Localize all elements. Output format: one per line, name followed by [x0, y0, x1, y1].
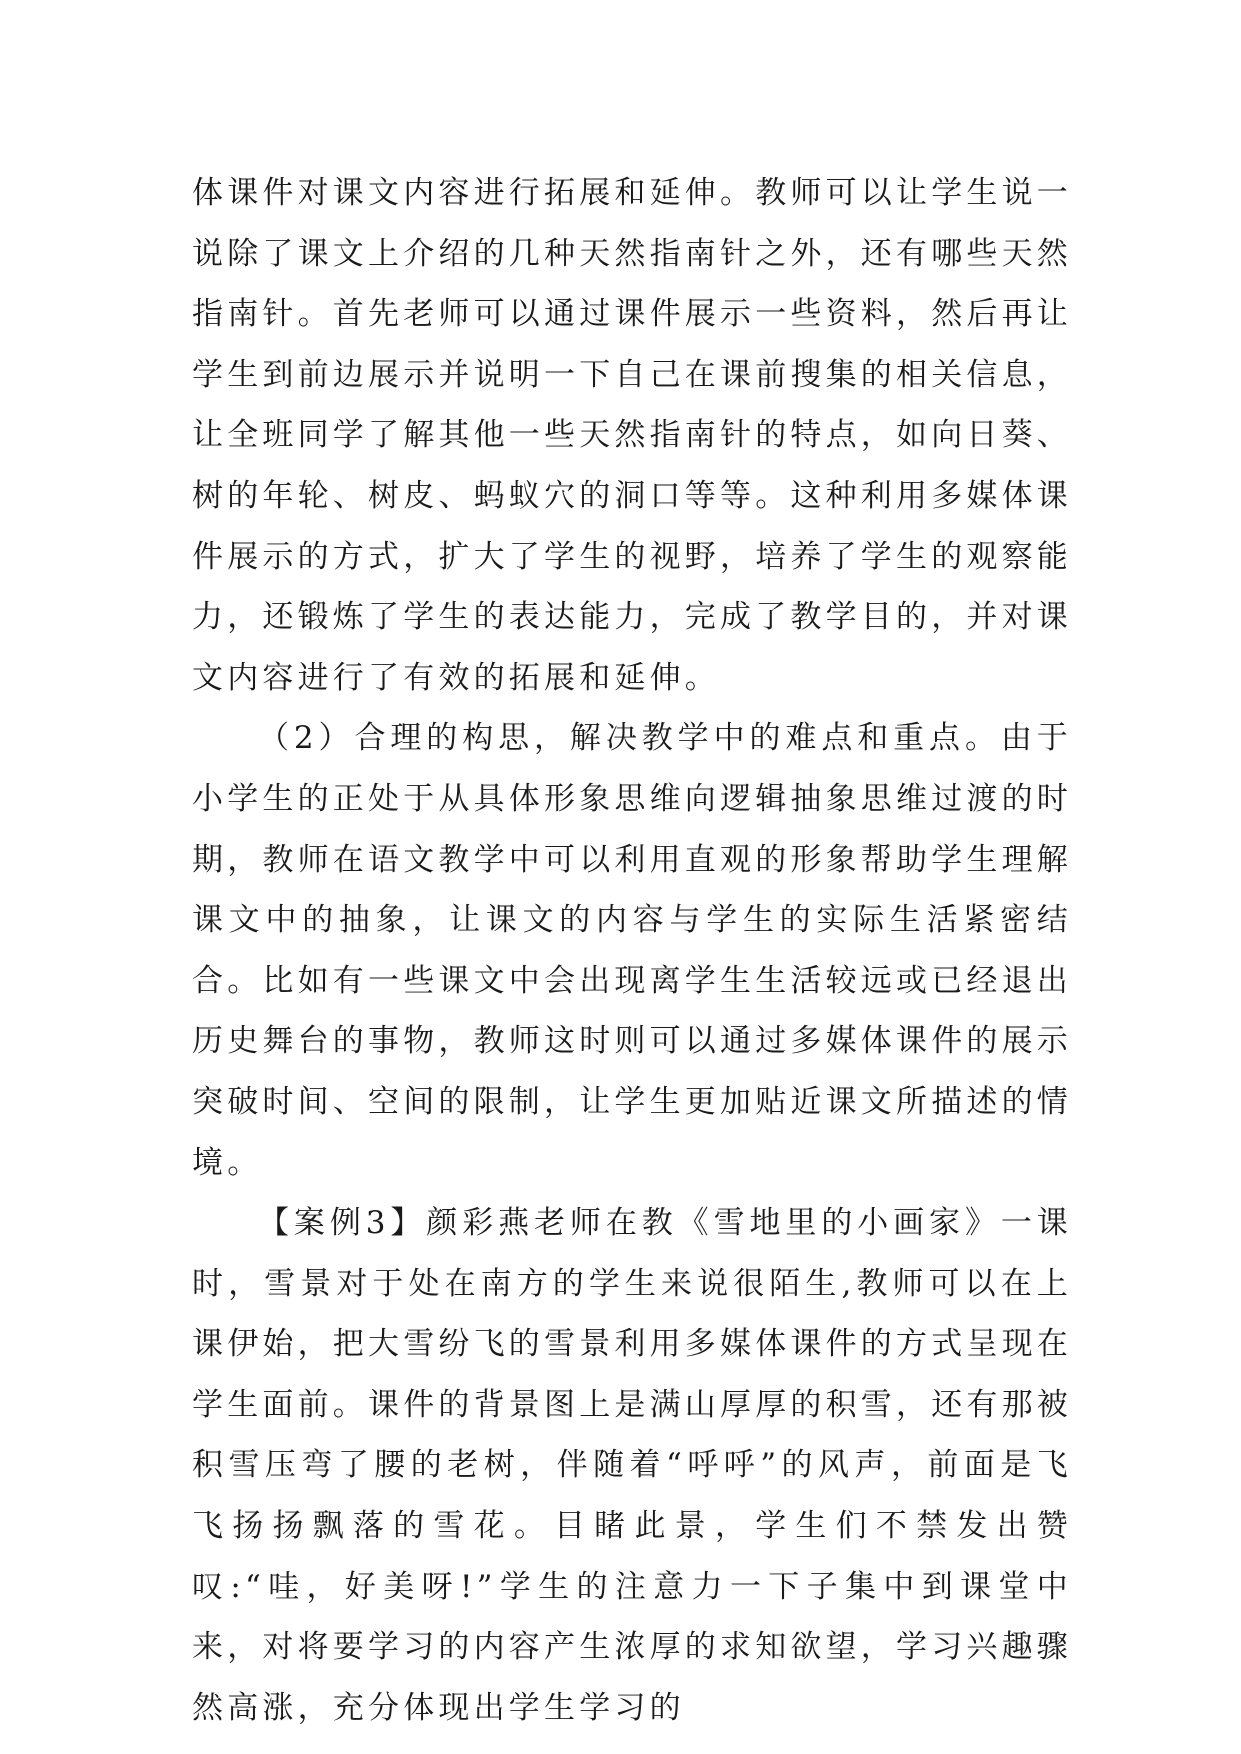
paragraph-difficult-points: （2）合理的构思，解决教学中的难点和重点。由于小学生的正处于从具体形象思维向逻辑抽象思维过渡的时期，教师在语文教学中可以利用直观的形象帮助学生理解课文中的抽象，让课文的内容与学生的实际生活紧密结合。比如有一些课文中会出现离学生生活较远或已经退出历史舞台的事物，教师这时则可以通过多媒体课件的展示突破时间、空间的限制，让学生更加贴近课文所描述的情境。 [192, 720, 1072, 1181]
paragraph-case-3: 【案例3】颜彩燕老师在教《雪地里的小画家》一课时，雪景对于处在南方的学生来说很陌生,教师可以在上课伊始，把大雪纷飞的雪景利用多媒体课件的方式呈现在学生面前。课件的背景图上是满山厚厚的积雪，还有那被积雪压弯了腰的老树，伴随着“呼呼”的风声，前面是飞飞扬扬飘落的雪花。目睹此景，学生们不禁发出赞叹:“哇，好美呀!”学生的注意力一下子集中到课堂中来，对将要学习的内容产生浓厚的求知欲望，学习兴趣骤然高涨，充分体现出学生学习的 [192, 1205, 1072, 1726]
body-text [192, 163, 1072, 1738]
paragraph-multimedia-extension: 体课件对课文内容进行拓展和延伸。教师可以让学生说一说除了课文上介绍的几种天然指南针之外，还有哪些天然指南针。首先老师可以通过课件展示一些资料，然后再让学生到前边展示并说明一下自己在课前搜集的相关信息，让全班同学了解其他一些天然指南针的特点，如向日葵、树的年轮、树皮、蚂蚁穴的洞口等等。这种利用多媒体课件展示的方式，扩大了学生的视野，培养了学生的观察能力，还锻炼了学生的表达能力，完成了教学目的，并对课文内容进行了有效的拓展和延伸。 [192, 175, 1072, 696]
